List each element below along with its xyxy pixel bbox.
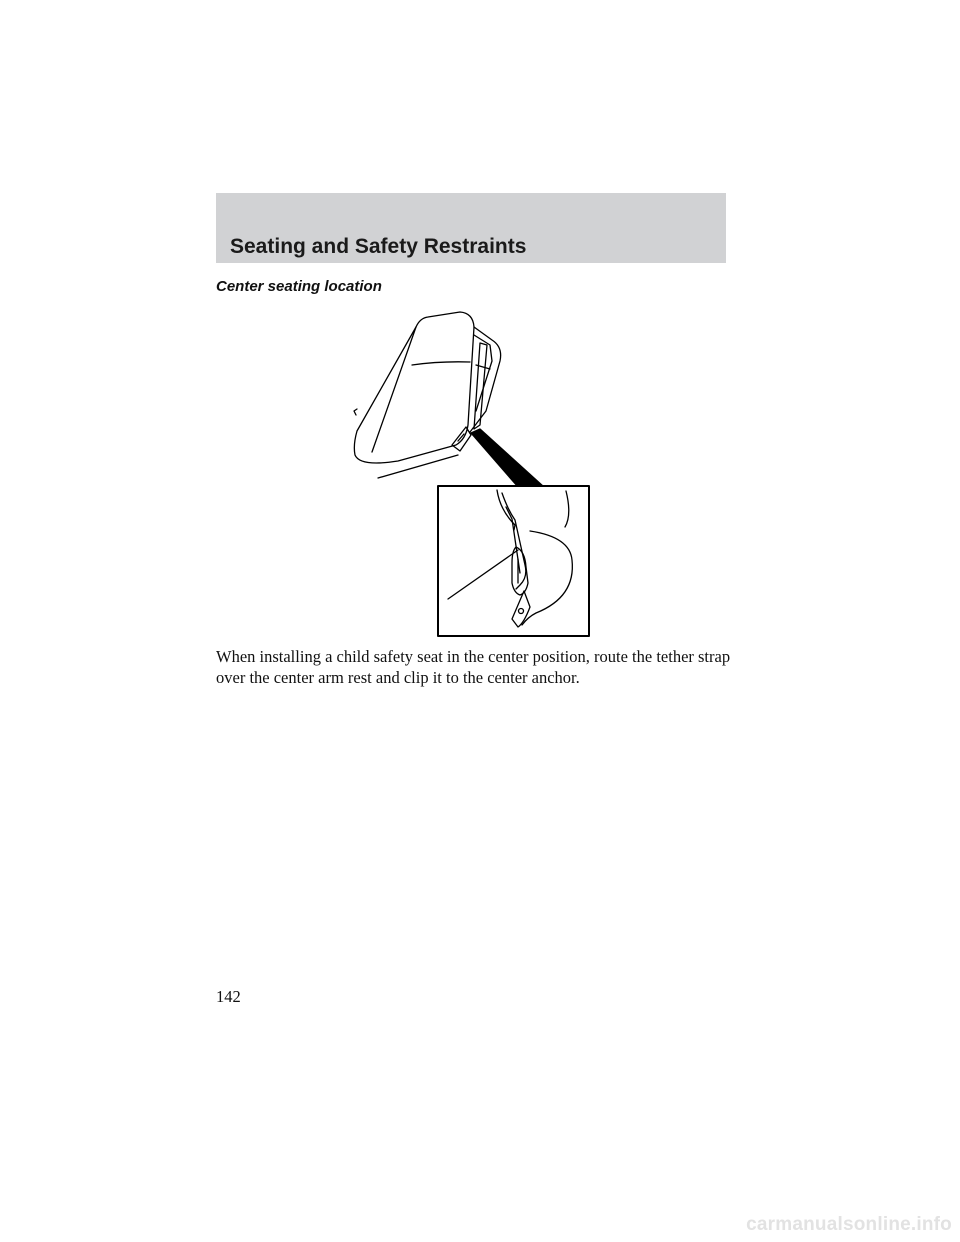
subsection-heading: Center seating location [216,278,382,295]
seat-side-fold [372,327,416,452]
section-header-title: Seating and Safety Restraints [230,235,527,258]
floor-line [378,455,458,478]
section-header-band [216,193,726,263]
watermark: carmanualsonline.info [746,1214,952,1235]
detail-box [438,486,589,636]
body-paragraph: When installing a child safety seat in the center position, route the tether strap over the center arm rest and clip it to the center anchor. [216,647,731,687]
callout-wedge [471,429,544,487]
page-number: 142 [216,987,241,1006]
child-seat-tether-anchor-diagram [340,305,600,640]
tether-strap-upper [474,343,487,429]
head-restraint-seam [412,362,470,365]
